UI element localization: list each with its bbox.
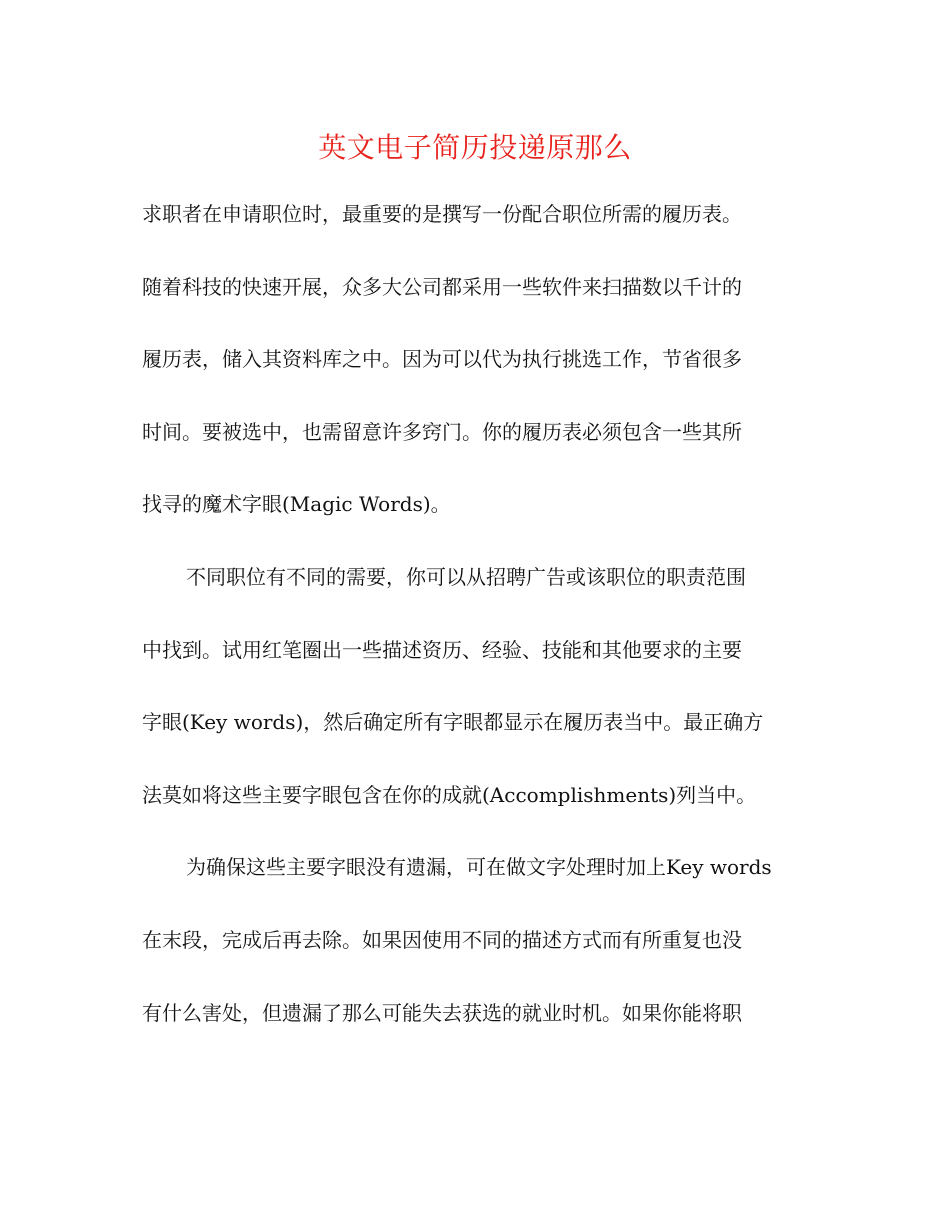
paragraph-2-line-3: 字眼(Key words)，然后确定所有字眼都显示在履历表当中。最正确方 — [142, 710, 764, 735]
paragraph-2-line-2: 中找到。试用红笔圈出一些描述资历、经验、技能和其他要求的主要 — [142, 637, 742, 662]
paragraph-2-line-1: 不同职位有不同的需要，你可以从招聘广告或该职位的职责范围 — [186, 564, 746, 589]
paragraph-1-line-1: 求职者在申请职位时，最重要的是撰写一份配合职位所需的履历表。 — [142, 202, 742, 226]
document-body — [142, 178, 812, 1049]
paragraph-3-line-1: 为确保这些主要字眼没有遗漏，可在做文字处理时加上Key words — [186, 855, 772, 880]
paragraph-1-line-3: 履历表，储入其资料库之中。因为可以代为执行挑选工作，节省很多 — [142, 347, 742, 372]
paragraph-3-line-2: 在末段，完成后再去除。如果因使用不同的描述方式而有所重复也没 — [142, 927, 742, 952]
paragraph-2-line-4: 法莫如将这些主要字眼包含在你的成就(Accomplishments)列当中。 — [142, 782, 757, 807]
paragraph-3-line-3: 有什么害处，但遗漏了那么可能失去获选的就业时机。如果你能将职 — [142, 1000, 742, 1025]
document-title: 英文电子简历投递原那么 — [318, 131, 632, 164]
paragraph-1-line-4: 时间。要被选中，也需留意许多窍门。你的履历表必须包含一些其所 — [142, 419, 742, 444]
paragraph-1-line-5: 找寻的魔术字眼(Magic Words)。 — [142, 492, 451, 517]
paragraph-1-line-2: 随着科技的快速开展，众多大公司都采用一些软件来扫描数以千计的 — [142, 274, 742, 299]
